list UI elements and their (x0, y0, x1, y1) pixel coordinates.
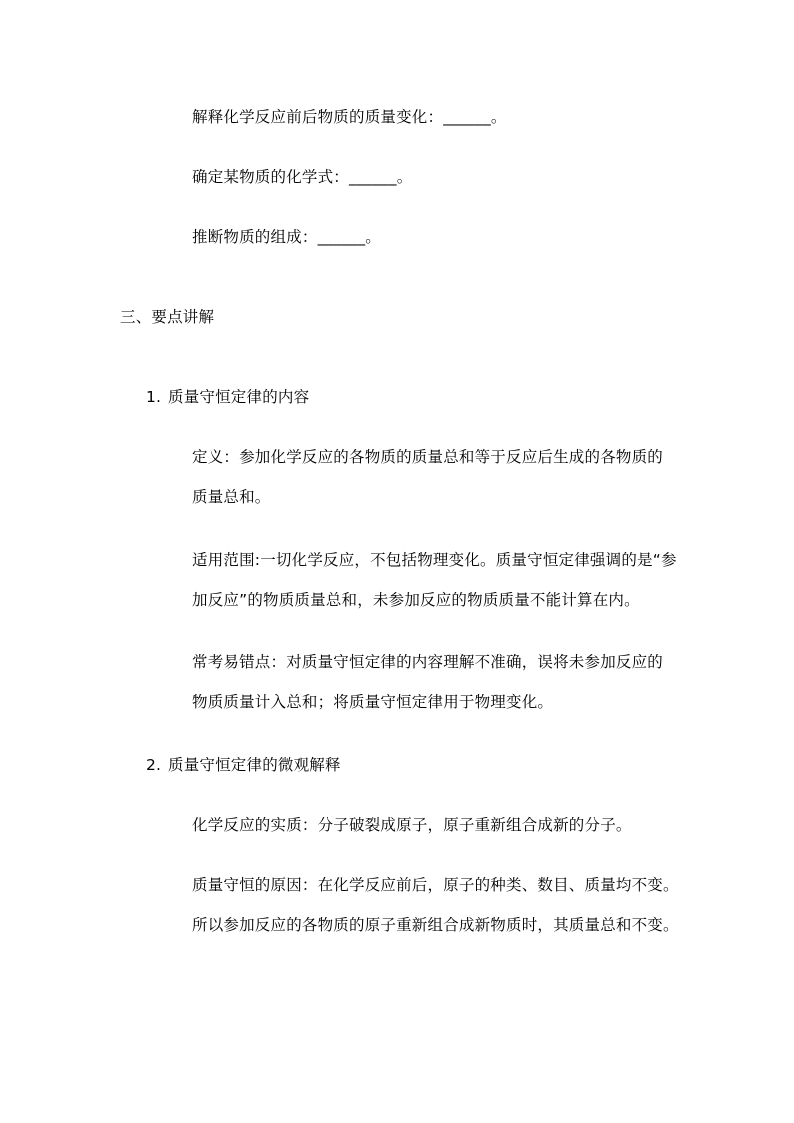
item-title: 质量守恒定律的微观解释 (168, 756, 341, 774)
paragraph-line: 加反应”的物质质量总和，未参加反应的物质质量不能计算在内。 (192, 591, 640, 609)
paragraph-line: 化学反应的实质：分子破裂成原子，原子重新组合成新的分子。 (192, 816, 632, 834)
paragraph-line: 所以参加反应的各物质的原子重新组合成新物质时，其质量总和不变。 (192, 916, 679, 934)
paragraph-line: 质量总和。 (192, 488, 271, 506)
application-line-3: 推断物质的组成：______。 (192, 228, 382, 246)
application-line-1: 解释化学反应前后物质的质量变化：______。 (192, 108, 507, 126)
paragraph-line: 质量守恒的原因：在化学反应前后，原子的种类、数目、质量均不变。 (192, 876, 679, 894)
item-heading-2 (146, 755, 341, 775)
item-title: 质量守恒定律的内容 (168, 388, 310, 406)
paragraph-line: 定义：参加化学反应的各物质的质量总和等于反应后生成的各物质的 (192, 448, 664, 466)
item-number: 2. (146, 756, 162, 774)
paragraph-line: 物质质量计入总和；将质量守恒定律用于物理变化。 (192, 693, 554, 711)
paragraph-line: 适用范围:一切化学反应，不包括物理变化。质量守恒定律强调的是“参 (192, 551, 677, 569)
item-number: 1. (146, 388, 162, 406)
application-line-2: 确定某物质的化学式：______。 (192, 168, 413, 186)
item-heading-1 (146, 387, 309, 407)
section-heading: 三、要点讲解 (120, 308, 215, 326)
paragraph-line: 常考易错点：对质量守恒定律的内容理解不准确，误将未参加反应的 (192, 653, 664, 671)
